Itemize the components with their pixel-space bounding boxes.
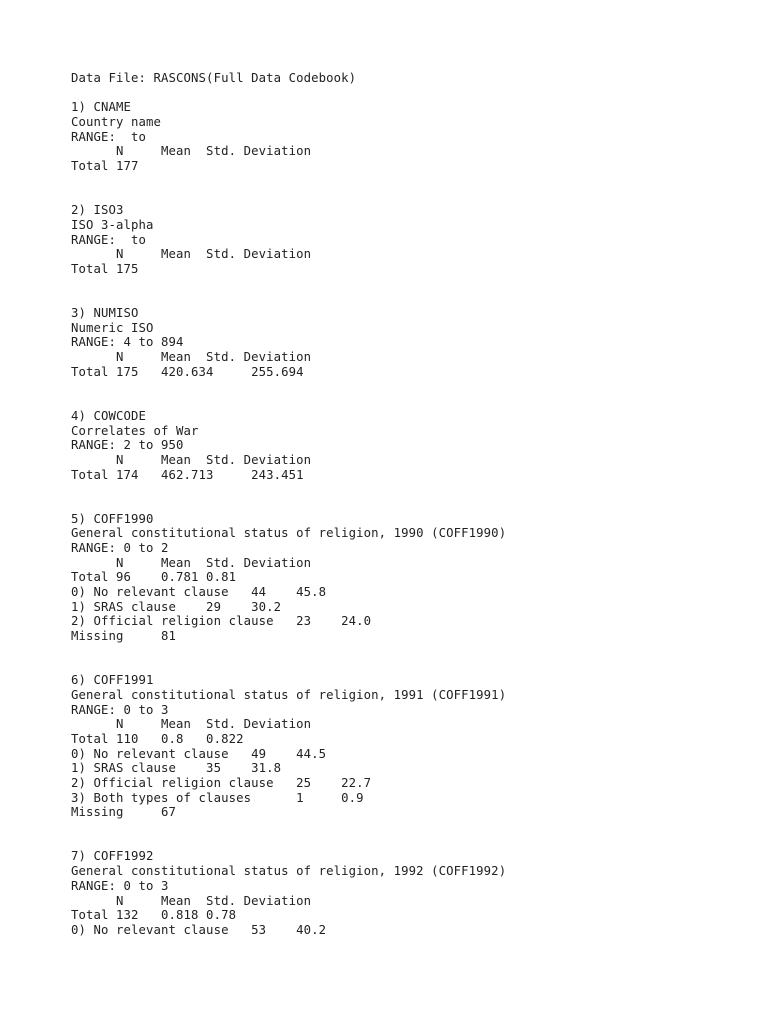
text-line: 0) No relevant clause 53 40.2 [71, 922, 327, 937]
text-line: Total 96 0.781 0.81 [71, 570, 237, 585]
blank-line [71, 835, 768, 850]
text-line: RANGE: 2 to 950 [71, 438, 184, 453]
text-line: ISO 3-alpha [71, 217, 154, 232]
text-line: 7) COFF1992 [71, 849, 154, 864]
text-line: RANGE: to [71, 129, 147, 144]
codebook-text [71, 71, 768, 938]
text-line: Data File: RASCONS(Full Data Codebook) [71, 71, 357, 85]
text-line: 2) ISO3 [71, 203, 124, 218]
text-line: Country name [71, 115, 162, 130]
blank-line [71, 379, 768, 394]
text-line: Missing 81 [71, 629, 177, 644]
text-line: 2) Official religion clause 23 24.0 [71, 614, 372, 629]
blank-line [71, 659, 768, 674]
text-line: N Mean Std. Deviation [71, 350, 312, 365]
text-line: RANGE: 0 to 3 [71, 702, 169, 717]
blank-line [71, 394, 768, 409]
text-line: Total 177 [71, 159, 139, 174]
text-line: Total 132 0.818 0.78 [71, 908, 237, 923]
text-line: General constitutional status of religion, 1992 (COFF1992) [71, 864, 507, 879]
text-line: N Mean Std. Deviation [71, 247, 312, 262]
text-line: 1) CNAME [71, 100, 132, 115]
text-line: 4) COWCODE [71, 408, 147, 423]
text-line: RANGE: 0 to 3 [71, 878, 169, 893]
text-line: Missing 67 [71, 805, 177, 820]
text-line: 6) COFF1991 [71, 673, 154, 688]
text-line: 1) SRAS clause 29 30.2 [71, 599, 282, 614]
text-line: 3) NUMISO [71, 306, 139, 320]
text-line: 3) Both types of clauses 1 0.9 [71, 790, 364, 805]
text-line: N Mean Std. Deviation [71, 717, 312, 732]
text-line: General constitutional status of religion, 1990 (COFF1990) [71, 526, 507, 541]
text-line: N Mean Std. Deviation [71, 144, 312, 159]
blank-line [71, 189, 768, 204]
text-line: Total 110 0.8 0.822 [71, 731, 244, 746]
blank-line [71, 174, 768, 189]
text-line: RANGE: 4 to 894 [71, 335, 184, 350]
blank-line [71, 291, 768, 306]
blank-line [71, 482, 768, 497]
text-line: RANGE: 0 to 2 [71, 541, 169, 555]
text-line: N Mean Std. Deviation [71, 555, 312, 570]
blank-line [71, 497, 768, 512]
text-line: General constitutional status of religion, 1991 (COFF1991) [71, 687, 507, 702]
text-line: 5) COFF1990 [71, 511, 154, 526]
text-line: Total 175 [71, 261, 139, 276]
text-line: RANGE: to [71, 232, 147, 247]
text-line: Numeric ISO [71, 320, 154, 335]
text-line: N Mean Std. Deviation [71, 452, 312, 467]
text-line: 0) No relevant clause 49 44.5 [71, 746, 327, 761]
text-line: N Mean Std. Deviation [71, 893, 312, 908]
text-line: Total 175 420.634 255.694 [71, 364, 304, 379]
text-line: 1) SRAS clause 35 31.8 [71, 761, 282, 776]
blank-line [71, 644, 768, 659]
text-line: Correlates of War [71, 423, 199, 438]
text-line: 2) Official religion clause 25 22.7 [71, 776, 372, 790]
blank-line [71, 86, 768, 101]
text-line: Total 174 462.713 243.451 [71, 467, 304, 482]
blank-line [71, 277, 768, 292]
text-line: 0) No relevant clause 44 45.8 [71, 585, 327, 600]
blank-line [71, 820, 768, 835]
